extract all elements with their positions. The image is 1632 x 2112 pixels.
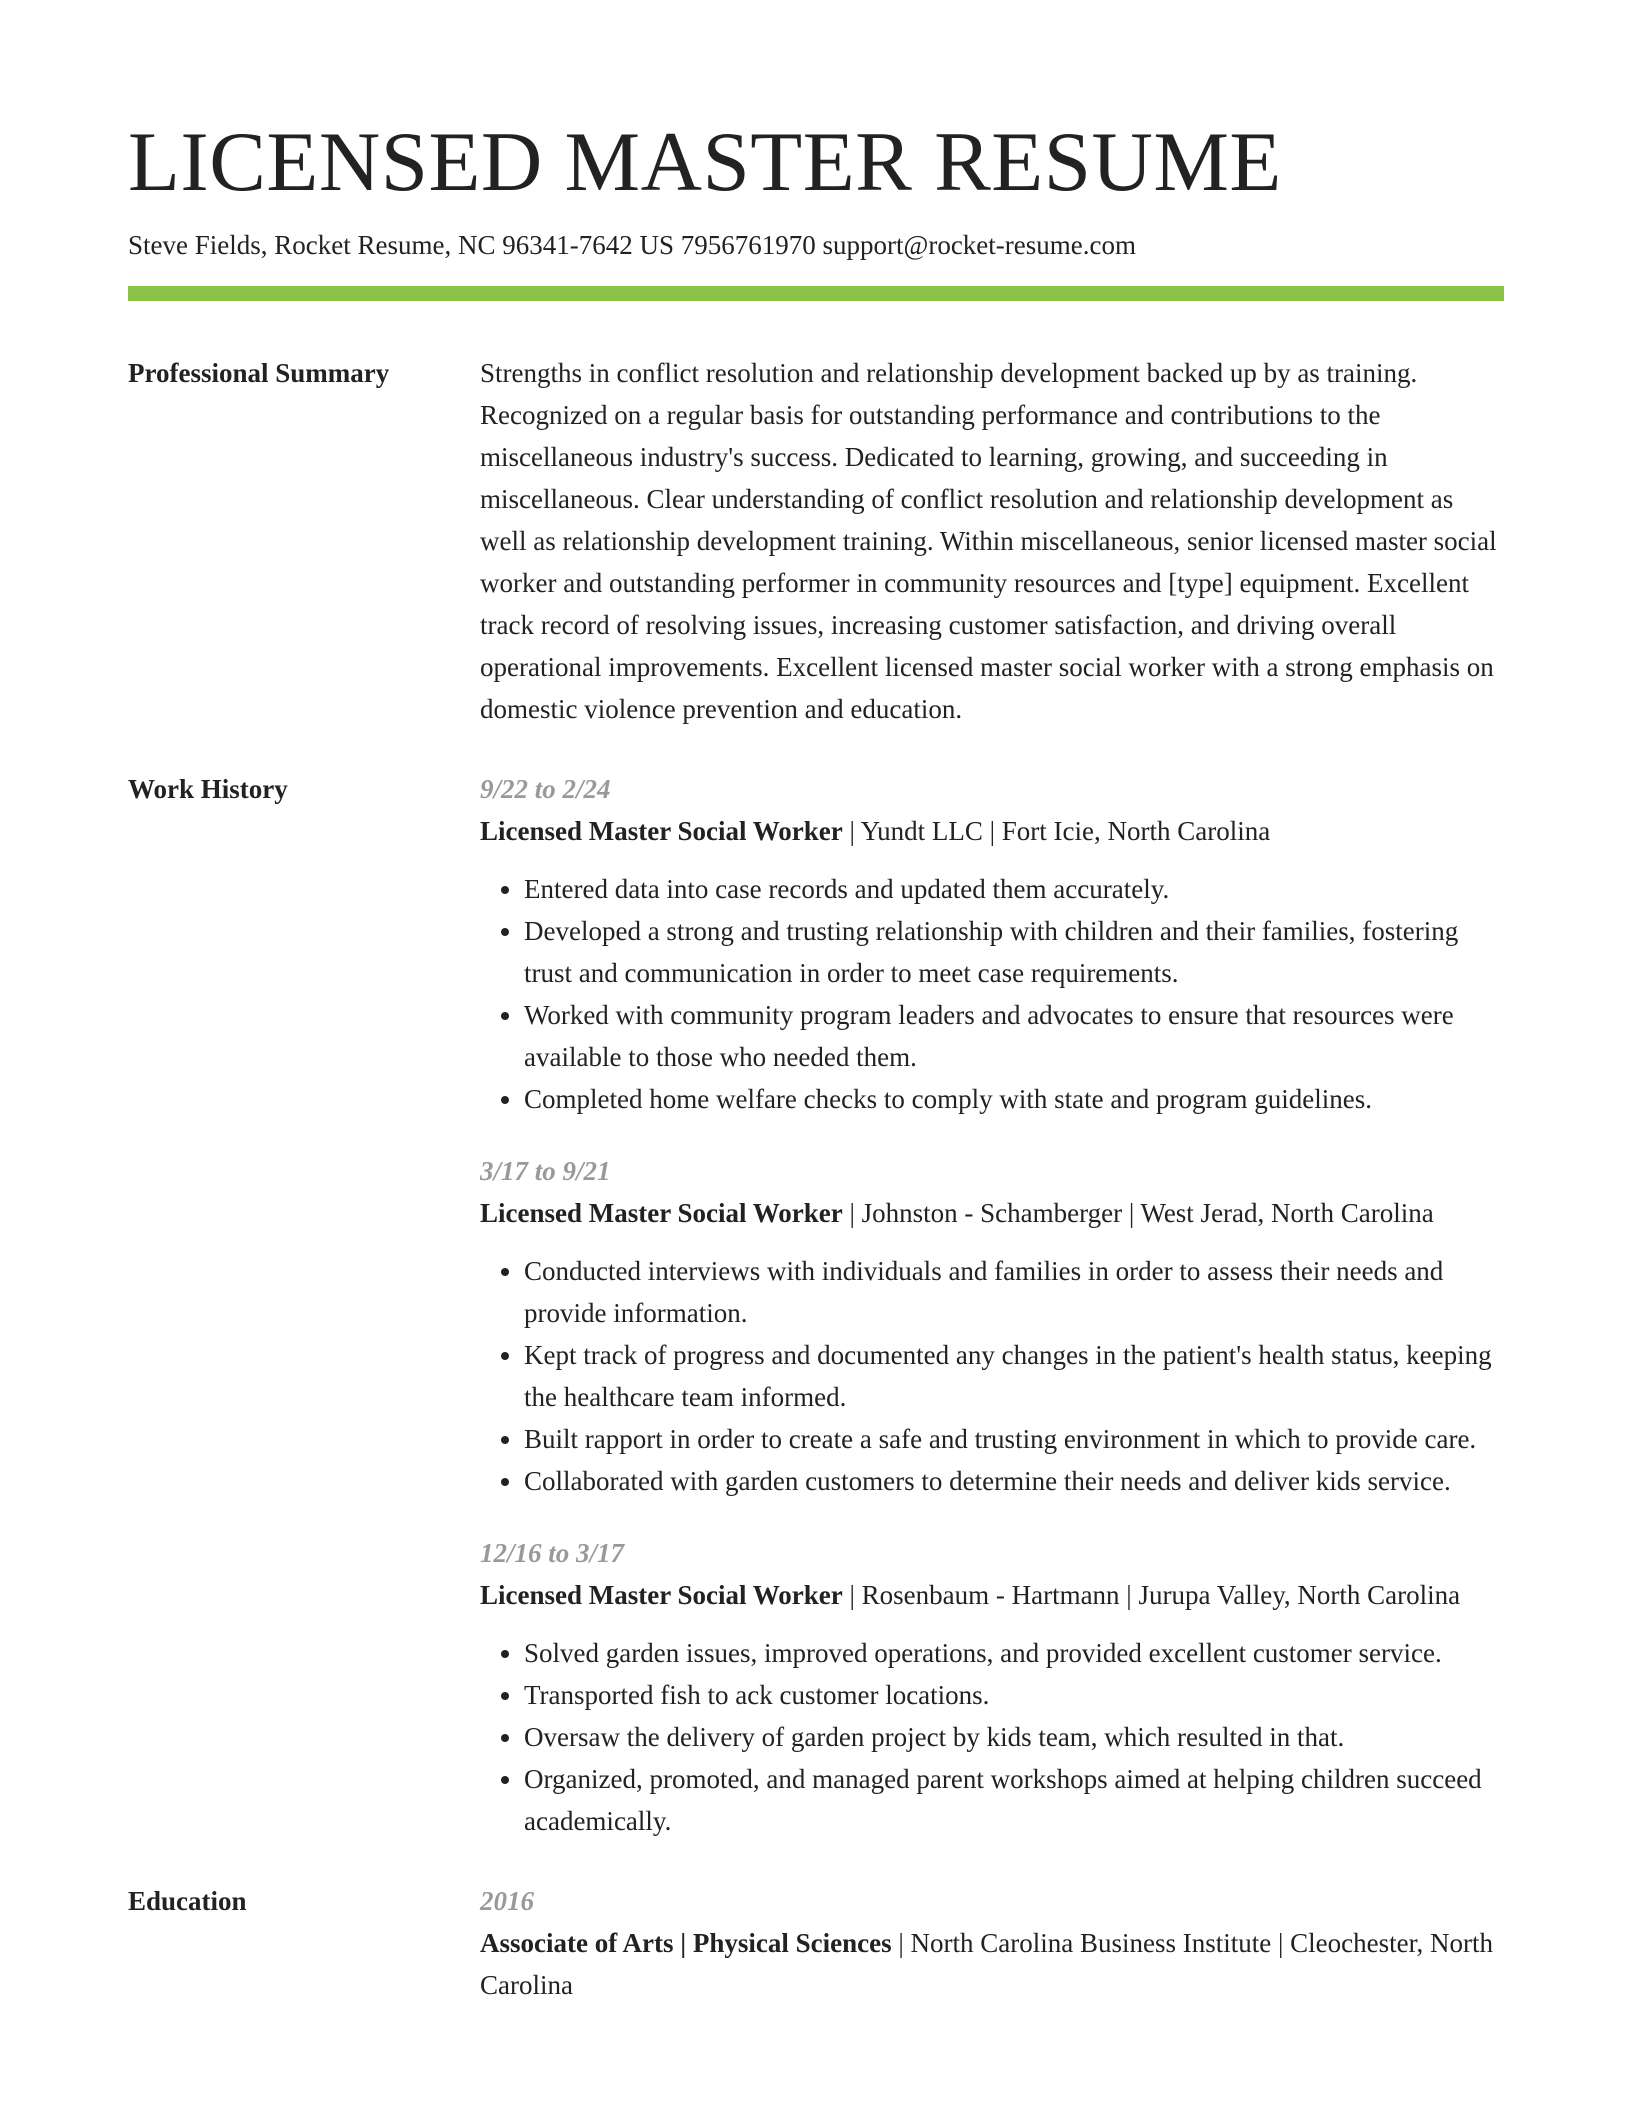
resume-header [128,115,1504,262]
job-title: Licensed Master Social Worker [480,1198,843,1228]
education-heading [480,1922,1504,2006]
education-entry [480,1880,1504,2006]
job-details: | Rosenbaum - Hartmann | Jurupa Valley, North Carolina [842,1580,1461,1610]
bullet-item: • Conducted interviews with individuals and families in order to assess their needs and provide information. [524,1250,1504,1334]
job-heading [480,1192,1504,1234]
section-label-summary: Professional Summary [128,358,390,388]
education-dates: 2016 [480,1886,534,1916]
professional-summary-section [128,352,1504,730]
education-details: | North Carolina Business Institute | Cleochester, North Carolina [480,1928,1494,2000]
job-entry [480,1150,1504,1502]
summary-body [480,352,1504,730]
bullet-item: • Worked with community program leaders and advocates to ensure that resources were available to those who needed them. [524,994,1504,1078]
bullet-item: • Kept track of progress and documented any changes in the patient's health status, keeping the healthcare team informed. [524,1334,1504,1418]
job-bullets [480,1250,1504,1502]
bullet-item: • Entered data into case records and updated them accurately. [524,868,1504,910]
work-history-body [480,768,1504,1842]
resume-title: LICENSED MASTER RESUME [128,115,1282,209]
job-dates: 3/17 to 9/21 [480,1156,611,1186]
job-title: Licensed Master Social Worker [480,1580,843,1610]
job-entry [480,768,1504,1120]
job-title: Licensed Master Social Worker [480,816,843,846]
job-dates: 9/22 to 2/24 [480,774,611,804]
education-body [480,1880,1504,2006]
bullet-item: • Collaborated with garden customers to determine their needs and deliver kids service. [524,1460,1504,1502]
section-label-education: Education [128,1886,247,1916]
contact-line: Steve Fields, Rocket Resume, NC 96341-7642 US 7956761970 support@rocket-resume.com [128,230,1136,261]
job-heading [480,1574,1504,1616]
bullet-item: • Transported fish to ack customer locations. [524,1674,1504,1716]
job-bullets [480,1632,1504,1842]
job-details: | Yundt LLC | Fort Icie, North Carolina [842,816,1271,846]
degree-title: Associate of Arts | Physical Sciences [480,1928,892,1958]
summary-text: Strengths in conflict resolution and relationship development backed up by as training. Recognized on a regular basis for outstanding performance and contributions to the miscellaneous industry's success. Dedicated to learning, growing, and succeeding in miscellaneous. Clear understanding of conflict resolution and relationship development as well as relationship development training. Within miscellaneous, senior licensed master social worker and outstanding performer in community resources and [type] equipment. Excellent track record of resolving issues, increasing customer satisfaction, and driving overall operational improvements. Excellent licensed master social worker with a strong emphasis on domestic violence prevention and education. [480,358,1497,724]
job-dates: 12/16 to 3/17 [480,1538,625,1568]
job-heading [480,810,1504,852]
bullet-item: • Built rapport in order to create a safe and trusting environment in which to provide care. [524,1418,1504,1460]
education-section [128,1880,1504,2006]
bullet-item: • Solved garden issues, improved operations, and provided excellent customer service. [524,1632,1504,1674]
bullet-item: • Developed a strong and trusting relationship with children and their families, fostering trust and communication in order to meet case requirements. [524,910,1504,994]
resume-content [128,352,1504,2044]
job-details: | Johnston - Schamberger | West Jerad, North Carolina [842,1198,1434,1228]
accent-divider [128,286,1504,301]
bullet-item: • Organized, promoted, and managed parent workshops aimed at helping children succeed academically. [524,1758,1504,1842]
work-history-section [128,768,1504,1842]
job-bullets [480,868,1504,1120]
job-entry [480,1532,1504,1842]
bullet-item: • Completed home welfare checks to comply with state and program guidelines. [524,1078,1504,1120]
bullet-item: • Oversaw the delivery of garden project by kids team, which resulted in that. [524,1716,1504,1758]
section-label-work-history: Work History [128,774,288,804]
